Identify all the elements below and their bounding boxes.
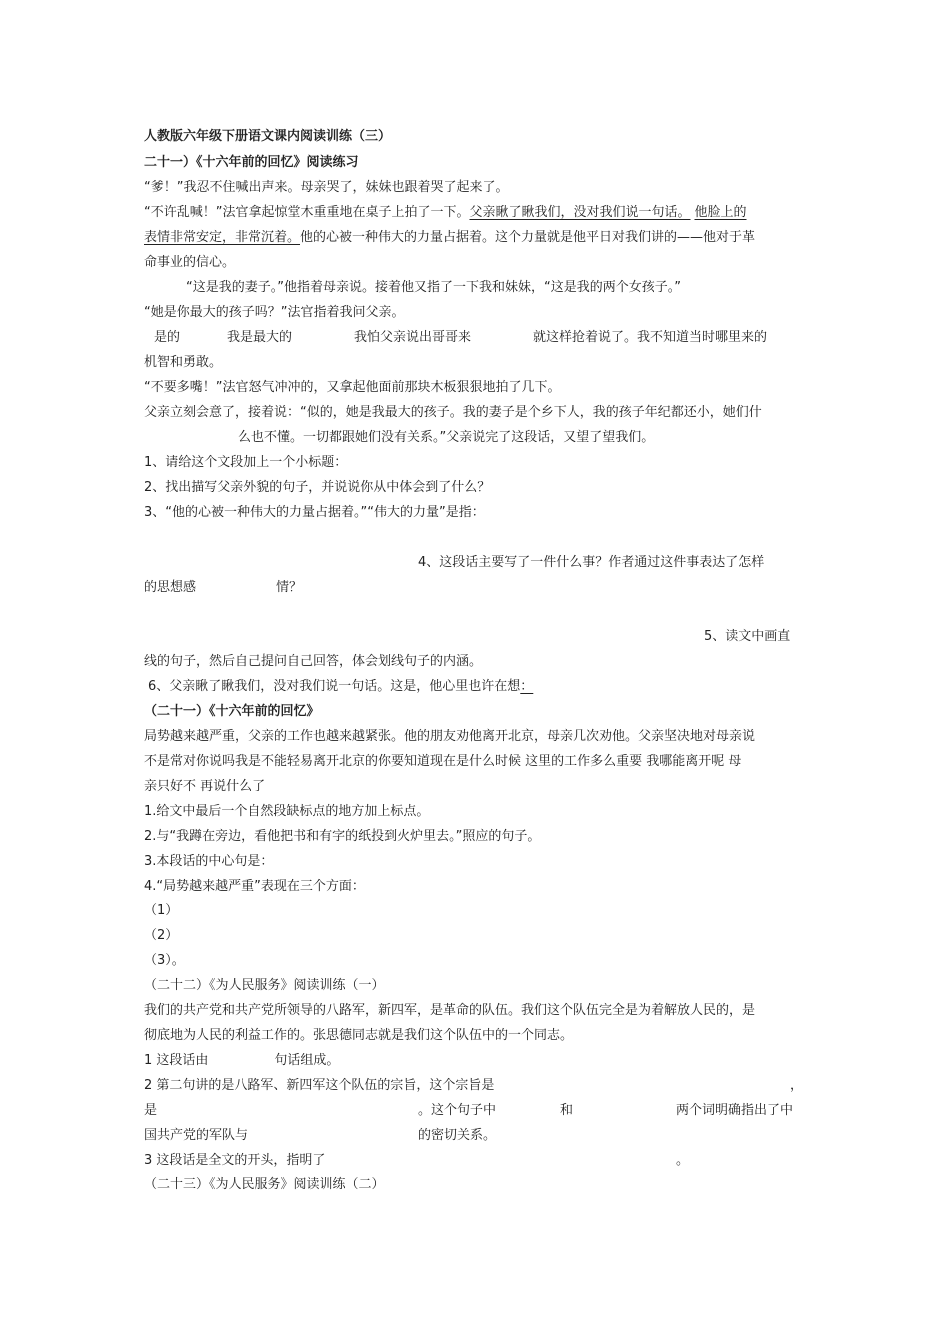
section-heading: （二十二）《为人民服务》阅读训练（一） (144, 978, 385, 993)
section-heading: （二十三）《为人民服务》阅读训练（二） (144, 1177, 385, 1192)
paragraph: 亲只好不 再说什么了 (144, 779, 266, 794)
paragraph: 我们的共产党和共产党所领导的八路军，新四军，是革命的队伍。我们这个队伍完全是为着解放人民的，是 (144, 1003, 756, 1018)
question: 是 (144, 1103, 158, 1118)
answer-item: （2） (144, 928, 179, 943)
paragraph: 彻底地为人民的利益工作的。张思德同志就是我们这个队伍中的一个同志。 (144, 1028, 574, 1043)
question: 。这个句子中 (418, 1103, 497, 1118)
question: 4、这段话主要写了一件什么事？作者通过这件事表达了怎样 (418, 555, 765, 570)
question: 4.“局势越来越严重”表现在三个方面： (144, 879, 365, 894)
paragraph: 命事业的信心。 (144, 255, 236, 270)
paragraph: “她是你最大的孩子吗？”法官指着我问父亲。 (144, 305, 405, 320)
question: 和 (560, 1103, 574, 1118)
question: 2.与“我蹲在旁边，看他把书和有字的纸投到火炉里去。”照应的句子。 (144, 829, 541, 844)
section-heading: 二十一）《十六年前的回忆》阅读练习 (144, 155, 359, 170)
punctuation: ， (790, 1078, 804, 1093)
question: 5、读文中画直 (704, 629, 791, 644)
punctuation: 。 (676, 1153, 690, 1168)
paragraph: “这是我的妻子。”他指着母亲说。接着他又指了一下我和妹妹，“这是我的两个女孩子。” (186, 280, 681, 295)
underlined-sentence: 父亲瞅了瞅我们，没对我们说一句话。 (469, 205, 691, 220)
question: 1、请给这个文段加上一个小标题： (144, 455, 348, 470)
paragraph: 么也不懂。一切都跟她们没有关系。”父亲说完了这段话，又望了望我们。 (238, 430, 655, 445)
paragraph: 表情非常安定，非常沉着。他的心被一种伟大的力量占据着。这个力量就是他平日对我们讲的——他对于革 (144, 230, 756, 245)
paragraph: 不是常对你说吗我是不能轻易离开北京的你要知道现在是什么时候 这里的工作多么重要 我哪能离开呢 母 (144, 754, 742, 769)
paragraph: “爹！”我忍不住喊出声来。母亲哭了，妹妹也跟着哭了起来了。 (144, 180, 509, 195)
underlined-sentence: 他脸上的 (694, 205, 747, 220)
answer-item: （1） (144, 903, 179, 918)
question: 3.本段话的中心句是： (144, 854, 274, 869)
question: 2 第二句讲的是八路军、新四军这个队伍的宗旨，这个宗旨是 (144, 1078, 495, 1093)
question: 3、“他的心被一种伟大的力量占据着。”“伟大的力量”是指： (144, 505, 485, 520)
paragraph: 是的 我是最大的 我怕父亲说出哥哥来 就这样抢着说了。我不知道当时哪里来的 (154, 330, 768, 345)
question: 1 这段话由 句话组成。 (144, 1053, 340, 1068)
underlined-sentence: 表情非常安定，非常沉着。 (144, 230, 301, 245)
question: 国共产党的军队与 (144, 1128, 249, 1143)
document-title: 人教版六年级下册语文课内阅读训练（三） (144, 129, 392, 144)
section-heading: （二十一）《十六年前的回忆》 (144, 704, 320, 719)
paragraph: 机智和勇敢。 (144, 355, 223, 370)
question: 1.给文中最后一个自然段缺标点的地方加上标点。 (144, 804, 430, 819)
question: 线的句子，然后自己提问自己回答，体会划线句子的内涵。 (144, 654, 483, 669)
paragraph: 父亲立刻会意了，接着说：“似的，她是我最大的孩子。我的妻子是个乡下人，我的孩子年纪都还小，她们什 (144, 405, 762, 420)
question: 6、父亲瞅了瞅我们，没对我们说一句话。这是，他心里也许在想： (148, 679, 539, 695)
paragraph: 局势越来越严重，父亲的工作也越来越紧张。他的朋友劝他离开北京，母亲几次劝他。父亲坚决地对母亲说 (144, 729, 756, 744)
question: 2、找出描写父亲外貌的句子，并说说你从中体会到了什么？ (144, 480, 491, 495)
answer-item: （3）。 (144, 953, 185, 968)
paragraph: “不许乱喊！”法官拿起惊堂木重重地在桌子上拍了一下。父亲瞅了瞅我们，没对我们说一句话。 他脸上的 (144, 205, 747, 220)
answer-blank: ： (520, 679, 534, 694)
paragraph: “不要多嘴！”法官怒气冲冲的，又拿起他面前那块木板狠狠地拍了几下。 (144, 380, 561, 395)
question: 的密切关系。 (418, 1128, 497, 1143)
question: 的思想感 情？ (144, 580, 303, 595)
question: 3 这段话是全文的开头，指明了 (144, 1153, 326, 1168)
question: 两个词明确指出了中 (676, 1103, 794, 1118)
